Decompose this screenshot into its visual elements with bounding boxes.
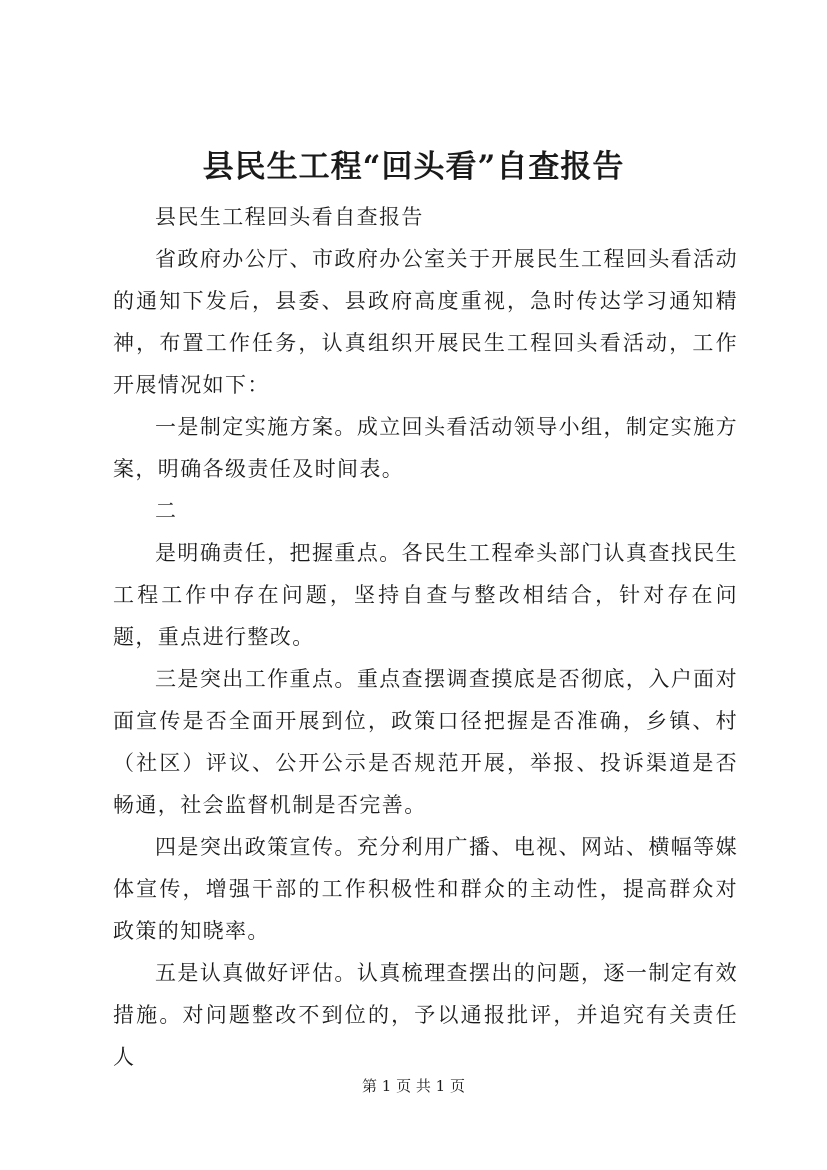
paragraph-item-1: 一是制定实施方案。成立回头看活动领导小组，制定实施方案，明确各级责任及时间表。 bbox=[113, 415, 738, 481]
document-title: 县民生工程“回头看”自查报告 bbox=[202, 149, 625, 185]
paragraph-intro: 省政府办公厅、市政府办公室关于开展民生工程回头看活动的通知下发后，县委、县政府高度重视，急时传达学习通知精神，布置工作任务，认真组织开展民生工程回头看活动，工作开展情况如下： bbox=[113, 247, 738, 397]
paragraph-item-2-number: 二 bbox=[155, 499, 178, 523]
paragraph-item-4: 四是突出政策宣传。充分利用广播、电视、网站、横幅等媒体宣传，增强干部的工作积极性和群众的主动性，提高群众对政策的知晓率。 bbox=[113, 835, 738, 943]
paragraph-item-2: 是明确责任，把握重点。各民生工程牵头部门认真查找民生工程工作中存在问题，坚持自查与整改相结合，针对存在问题，重点进行整改。 bbox=[113, 541, 738, 649]
paragraph-item-5: 五是认真做好评估。认真梳理查摆出的问题，逐一制定有效措施。对问题整改不到位的，予以通报批评，并追究有关责任人 bbox=[113, 961, 738, 1069]
paragraph-subtitle: 县民生工程回头看自查报告 bbox=[155, 205, 424, 229]
page-footer: 第 1 页 共 1 页 bbox=[362, 1077, 465, 1095]
document-body bbox=[113, 196, 738, 1078]
paragraph-item-3: 三是突出工作重点。重点查摆调查摸底是否彻底，入户面对面宣传是否全面开展到位，政策口径把握是否准确，乡镇、村（社区）评议、公开公示是否规范开展，举报、投诉渠道是否畅通，社会监督机制是否完善。 bbox=[113, 667, 738, 817]
